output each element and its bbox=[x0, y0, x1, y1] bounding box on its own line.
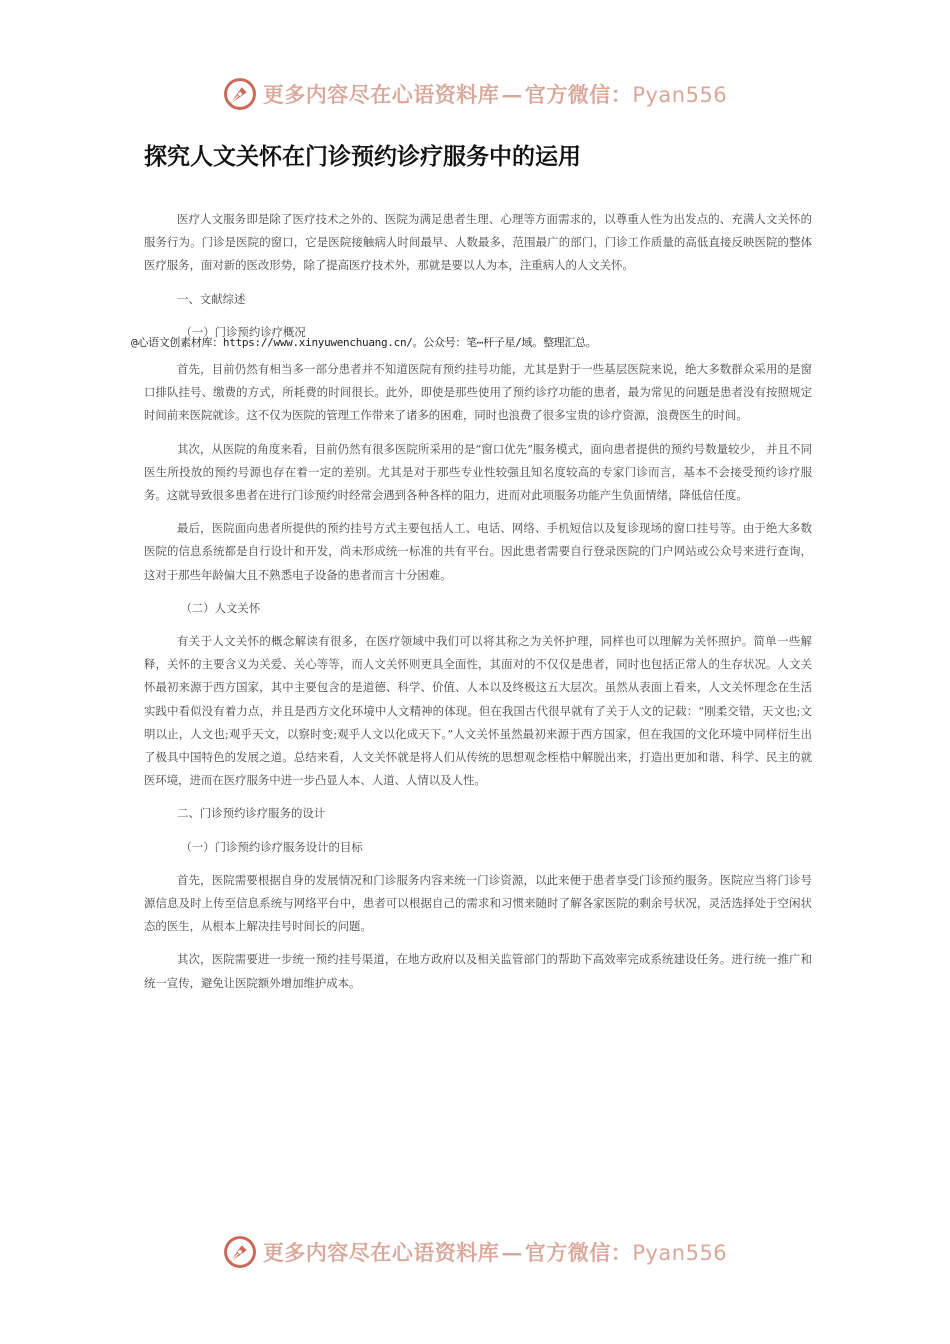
pen-nib-circle-icon bbox=[223, 77, 257, 111]
document-body bbox=[144, 208, 812, 1005]
banner-separator: — bbox=[501, 82, 523, 107]
paragraph-2: 首先，目前仍然有相当多一部分患者并不知道医院有预约挂号功能，尤其是對于一些基层医院来说，绝大多数群众采用的是窗口排队挂号、缴费的方式，所耗费的时间很长。此外，即使是那些使用了预约诊疗功能的患者，最为常见的问题是患者没有按照规定时间前来医院就诊。这不仅为医院的管理工作带来了诸多的困难，同时也浪费了很多宝贵的诊疗资源，浪费医生的时间。 bbox=[144, 362, 812, 423]
source-watermark: @心语文创素材库：https://www.xinyuwenchuang.cn/。公众号：笔⋯杆子星/域。整理汇总。 bbox=[131, 336, 597, 349]
paragraph-5: 有关于人文关怀的概念解读有很多，在医疗领域中我们可以将其称之为关怀护理，同样也可以理解为关怀照护。简单一些解释，关怀的主要含义为关爱、关心等等，而人文关怀则更具全面性，其面对的不仅仅是患者，同时也包括正常人的生存状况。人文关怀最初来源于西方国家，其中主要包含的是道德、科学、价值、人本以及终极这五大层次。虽然从表面上看来，人文关怀理念在生活实践中看似没有着力点，并且是西方文化环境中人文精神的体现。但在我国古代很早就有了关于人文的记载：“刚柔交错，天文也;文明以止，人文也;观乎天文，以察时变;观乎人文以化成天下。”人文关怀虽然最初来源于西方国家，但在我国的文化环境中同样衍生出了极具中国特色的发展之道。总结来看，人文关怀就是将人们从传统的思想观念桎梏中解脱出来，打造出更加和谐、科学、民主的就医环境，进而在医疗服务中进一步凸显人本、人道、人情以及人性。 bbox=[144, 634, 812, 788]
banner-text-footer bbox=[263, 1237, 727, 1267]
section-heading-1: 一、文献综述 bbox=[177, 291, 246, 306]
banner-separator-footer: — bbox=[501, 1240, 523, 1265]
header-banner bbox=[0, 72, 950, 116]
section-heading-2: 二、门诊预约诊疗服务的设计 bbox=[177, 806, 326, 821]
banner-contact: 官方微信： bbox=[524, 82, 633, 107]
paragraph-3: 其次，从医院的角度来看，目前仍然有很多医院所采用的是“窗口优先”服务模式，面向患者提供的预约号数量较少， 并且不同医生所投放的预约号源也存在着一定的差别。尤其是对于那些专业性较强且知名度较高的专家门诊而言，基本不会接受预约诊疗服务。这就导致很多患者在进行门诊预约时经常会遇到各种各样的阻力，进而对此项服务功能产生负面情绪，降低信任度。 bbox=[144, 441, 812, 503]
banner-brand: Pyan556 bbox=[632, 83, 728, 107]
banner-slogan-footer: 更多内容尽在心语资料库 bbox=[262, 1240, 500, 1265]
banner-slogan: 更多内容尽在心语资料库 bbox=[262, 82, 500, 107]
banner-text bbox=[263, 79, 727, 109]
banner-contact-footer: 官方微信： bbox=[524, 1240, 633, 1265]
document-title: 探究人文关怀在门诊预约诊疗服务中的运用 bbox=[144, 144, 581, 170]
subsection-heading-1-2: （二）人文关怀 bbox=[180, 600, 261, 615]
subsection-heading-1-1: （一）门诊预约诊疗概况 bbox=[180, 324, 306, 339]
paragraph-intro: 医疗人文服务即是除了医疗技术之外的、医院为满足患者生理、心理等方面需求的，以尊重人性为出发点的、充满人文关怀的服务行为。门诊是医院的窗口，它是医院接触病人时间最早、人数最多，范围最广的部门，门诊工作质量的高低直接反映医院的整体医疗服务，面对新的医改形势，除了提高医疗技术外，那就是要以人为本，注重病人的人文关怀。 bbox=[144, 212, 812, 273]
pen-nib-circle-icon bbox=[223, 1235, 257, 1269]
paragraph-6: 首先，医院需要根据自身的发展情况和门诊服务内容来统一门诊资源，以此来便于患者享受门诊预约服务。医院应当将门诊号源信息及时上传至信息系统与网络平台中，患者可以根据自己的需求和习惯来随时了解各家医院的剩余号状况，灵活选择处于空闲状态的医生，从根本上解决挂号时间长的问题。 bbox=[144, 872, 812, 934]
subsection-heading-2-1: （一）门诊预约诊疗服务设计的目标 bbox=[180, 839, 363, 854]
banner-brand-footer: Pyan556 bbox=[632, 1241, 728, 1265]
paragraph-4: 最后，医院面向患者所提供的预约挂号方式主要包括人工、电话、网络、手机短信以及复诊现场的窗口挂号等。由于绝大多数医院的信息系统都是自行设计和开发，尚未形成统一标准的共有平台。因此患者需要自行登录医院的门户网站或公众号来进行查询，这对于那些年龄偏大且不熟悉电子设备的患者而言十分困难。 bbox=[144, 521, 812, 582]
paragraph-7: 其次，医院需要进一步统一预约挂号渠道，在地方政府以及相关监管部门的帮助下高效率完成系统建设任务。进行统一推广和统一宣传，避免让医院额外增加维护成本。 bbox=[144, 952, 812, 990]
footer-banner bbox=[0, 1230, 950, 1274]
